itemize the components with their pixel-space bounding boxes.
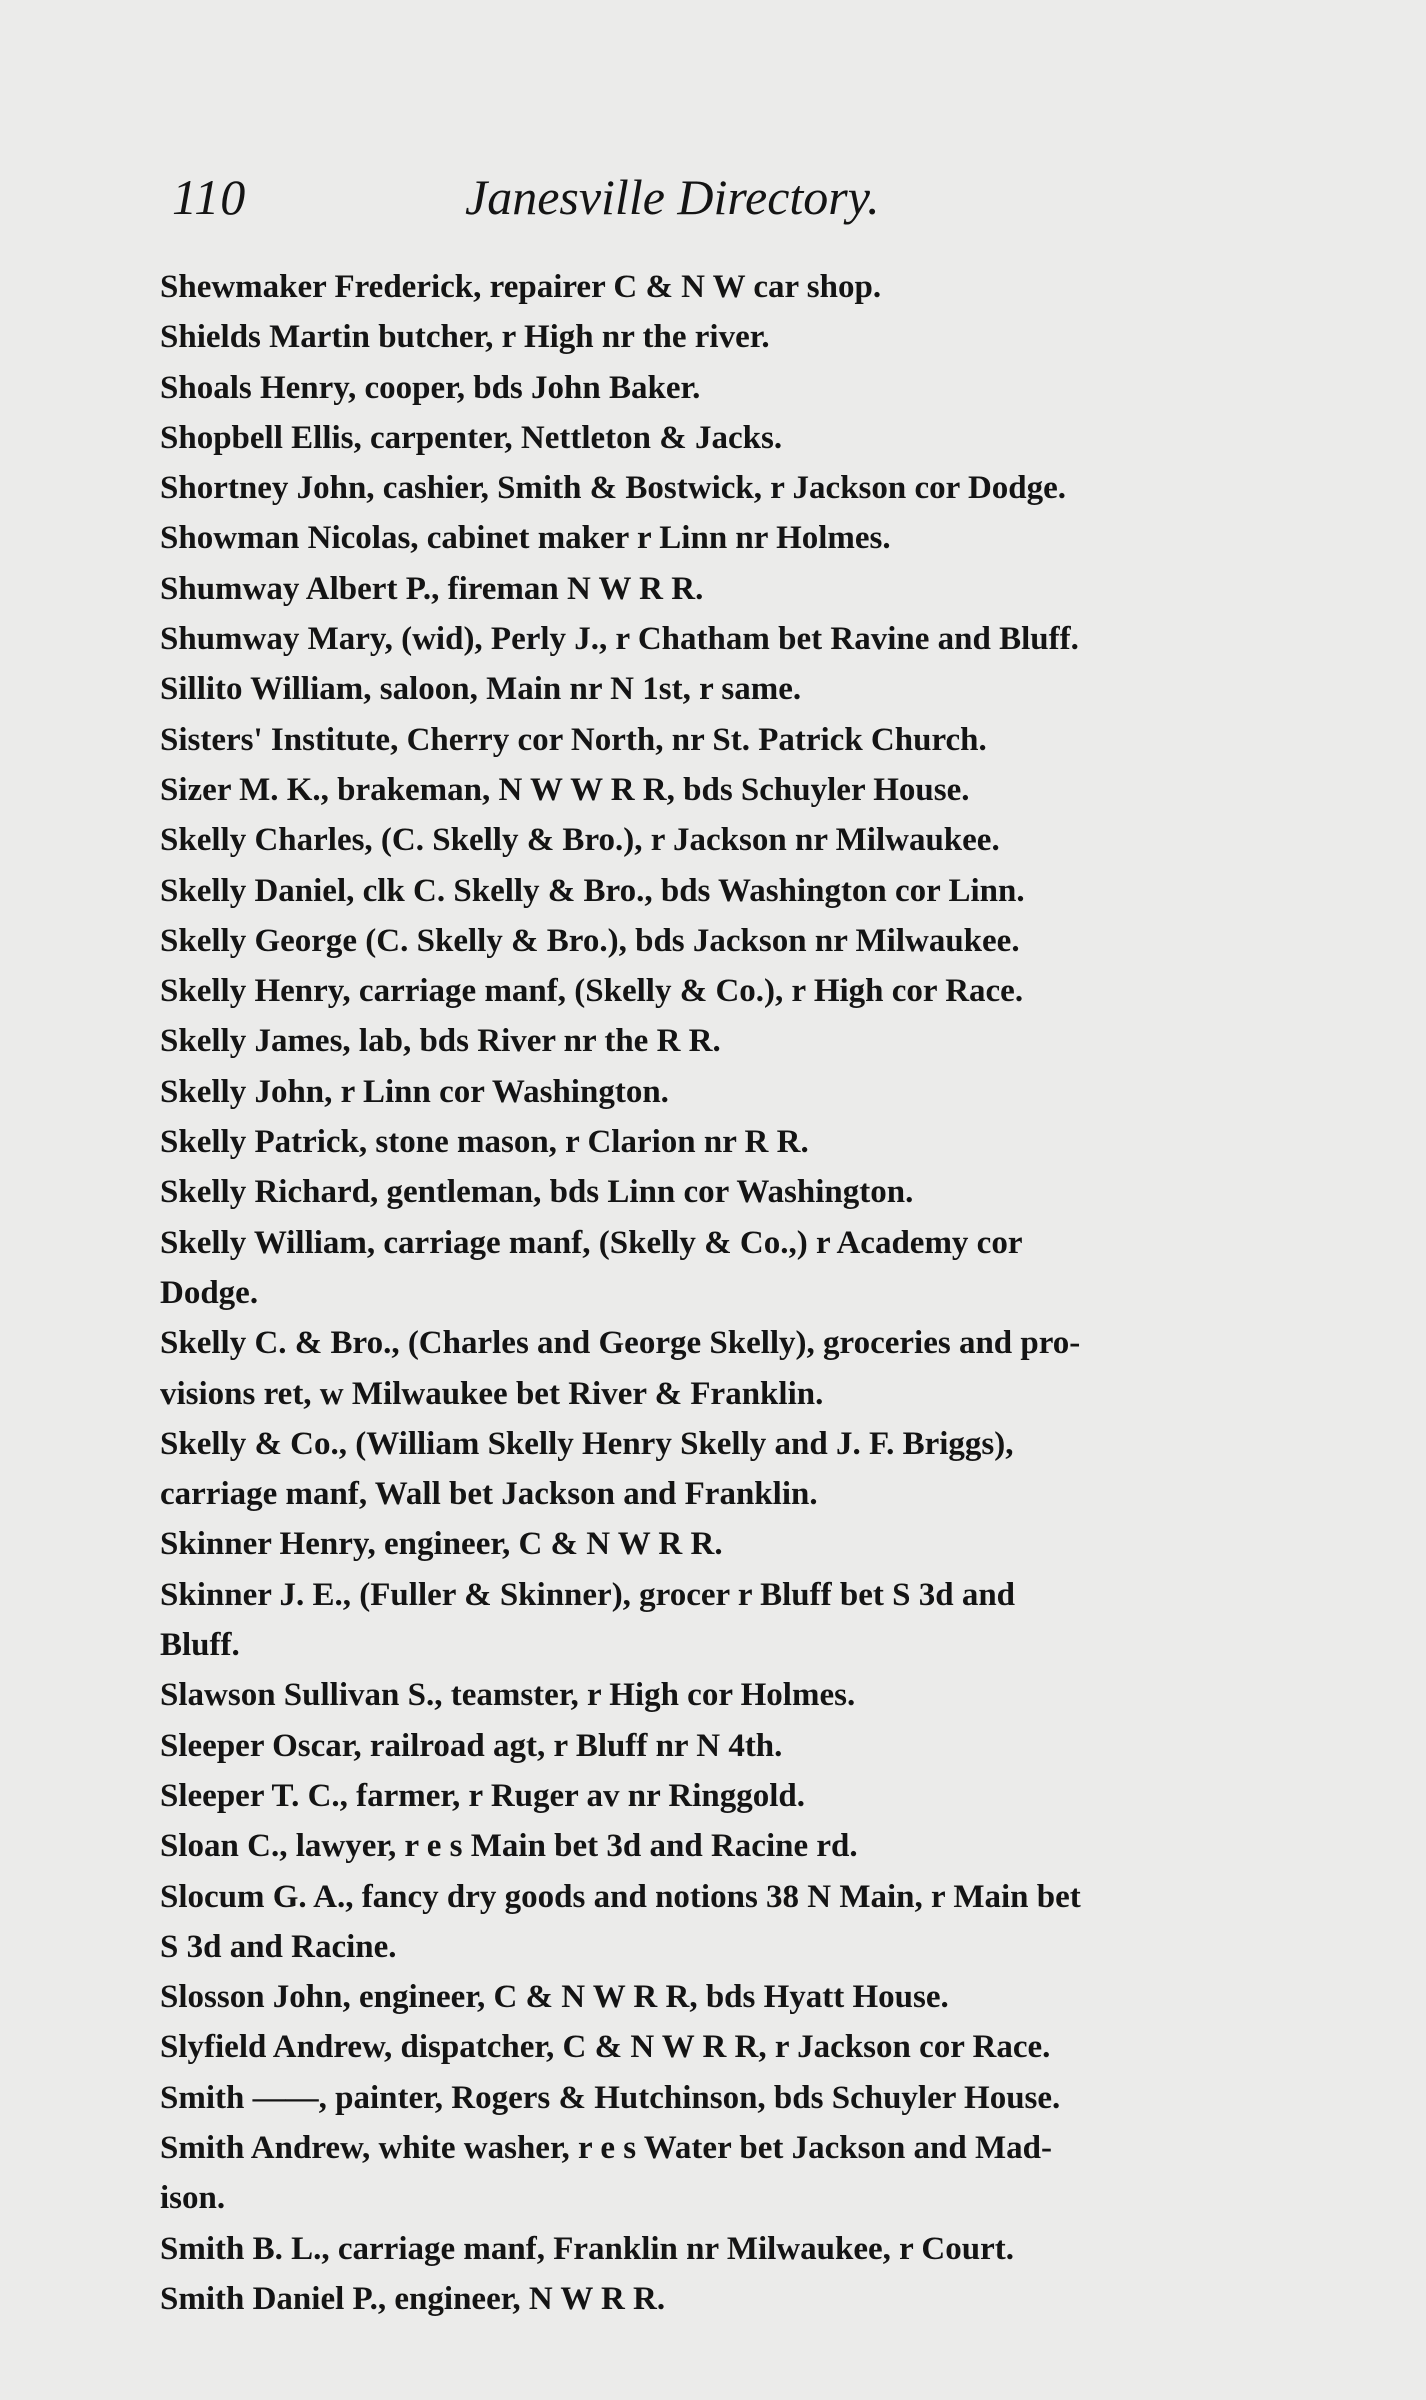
entry-line: Bluff. xyxy=(160,1627,240,1664)
directory-entry: Shewmaker Frederick, repairer C & N W car shop. xyxy=(160,269,882,305)
running-title: Janesville Directory. xyxy=(465,169,880,225)
directory-entry: Shumway Mary, (wid), Perly J., r Chatham bet Ravine and Bluff. xyxy=(160,621,1079,658)
directory-entry: Smith ——, painter, Rogers & Hutchinson, bds Schuyler House. xyxy=(160,2079,1061,2116)
entry-line: carriage manf, Wall bet Jackson and Franklin. xyxy=(160,1476,818,1513)
directory-entry: Showman Nicolas, cabinet maker r Linn nr Holmes. xyxy=(160,520,891,557)
directory-entries xyxy=(160,262,1270,2324)
directory-entry xyxy=(160,1419,1270,1520)
directory-entry: Shumway Albert P., fireman N W R R. xyxy=(160,570,704,607)
directory-entry: Smith B. L., carriage manf, Franklin nr Milwaukee, r Court. xyxy=(160,2230,1015,2267)
page-number: 110 xyxy=(172,169,247,225)
directory-entry: Skelly Henry, carriage manf, (Skelly & Co.), r High cor Race. xyxy=(160,973,1024,1010)
directory-entry: Skinner Henry, engineer, C & N W R R. xyxy=(160,1526,723,1563)
entry-line: Skinner J. E., (Fuller & Skinner), grocer r Bluff bet S 3d and xyxy=(160,1576,1016,1613)
page-header xyxy=(172,168,1272,232)
directory-entry: Shopbell Ellis, carpenter, Nettleton & Jacks. xyxy=(160,419,783,456)
directory-entry: Slosson John, engineer, C & N W R R, bds Hyatt House. xyxy=(160,1979,949,2016)
directory-entry: Sillito William, saloon, Main nr N 1st, r same. xyxy=(160,671,802,708)
directory-entry: Sleeper Oscar, railroad agt, r Bluff nr N 4th. xyxy=(160,1727,783,1764)
directory-entry: Smith Daniel P., engineer, N W R R. xyxy=(160,2280,666,2317)
directory-entry: Sloan C., lawyer, r e s Main bet 3d and Racine rd. xyxy=(160,1828,858,1865)
entry-line: visions ret, w Milwaukee bet River & Franklin. xyxy=(160,1375,824,1412)
entry-line: ison. xyxy=(160,2180,226,2217)
directory-entry: Skelly Richard, gentleman, bds Linn cor Washington. xyxy=(160,1174,914,1211)
entry-line: Dodge. xyxy=(160,1274,259,1311)
directory-entry: Skelly Charles, (C. Skelly & Bro.), r Jackson nr Milwaukee. xyxy=(160,822,1000,859)
directory-entry xyxy=(160,1318,1270,1419)
directory-entry: Shoals Henry, cooper, bds John Baker. xyxy=(160,369,701,406)
entry-line: Skelly & Co., (William Skelly Henry Skelly and J. F. Briggs), xyxy=(160,1425,1014,1462)
directory-entry: Skelly Patrick, stone mason, r Clarion nr R R. xyxy=(160,1124,809,1161)
directory-entry: Sizer M. K., brakeman, N W W R R, bds Schuyler House. xyxy=(160,771,970,808)
directory-entry: Sleeper T. C., farmer, r Ruger av nr Ringgold. xyxy=(160,1777,806,1814)
entry-line: Skelly C. & Bro., (Charles and George Skelly), groceries and pro- xyxy=(160,1325,1081,1362)
directory-entry xyxy=(160,1570,1270,1671)
entry-line: Slocum G. A., fancy dry goods and notions 38 N Main, r Main bet xyxy=(160,1878,1081,1915)
directory-entry: Skelly James, lab, bds River nr the R R. xyxy=(160,1023,721,1060)
directory-entry: Slawson Sullivan S., teamster, r High cor Holmes. xyxy=(160,1677,856,1714)
directory-entry: Shortney John, cashier, Smith & Bostwick, r Jackson cor Dodge. xyxy=(160,470,1067,507)
directory-entry: Sisters' Institute, Cherry cor North, nr St. Patrick Church. xyxy=(160,721,987,758)
directory-entry: Skelly George (C. Skelly & Bro.), bds Jackson nr Milwaukee. xyxy=(160,922,1020,959)
directory-entry: Skelly John, r Linn cor Washington. xyxy=(160,1073,669,1110)
entry-line: S 3d and Racine. xyxy=(160,1928,397,1965)
directory-entry xyxy=(160,1218,1270,1319)
directory-entry: Slyfield Andrew, dispatcher, C & N W R R, r Jackson cor Race. xyxy=(160,2029,1051,2066)
directory-entry xyxy=(160,1872,1270,1973)
directory-entry: Shields Martin butcher, r High nr the river. xyxy=(160,319,770,356)
entry-line: Skelly William, carriage manf, (Skelly & Co.,) r Academy cor xyxy=(160,1224,1023,1261)
directory-entry: Skelly Daniel, clk C. Skelly & Bro., bds Washington cor Linn. xyxy=(160,872,1025,909)
directory-entry xyxy=(160,2123,1270,2224)
entry-line: Smith Andrew, white washer, r e s Water bet Jackson and Mad- xyxy=(160,2129,1052,2166)
